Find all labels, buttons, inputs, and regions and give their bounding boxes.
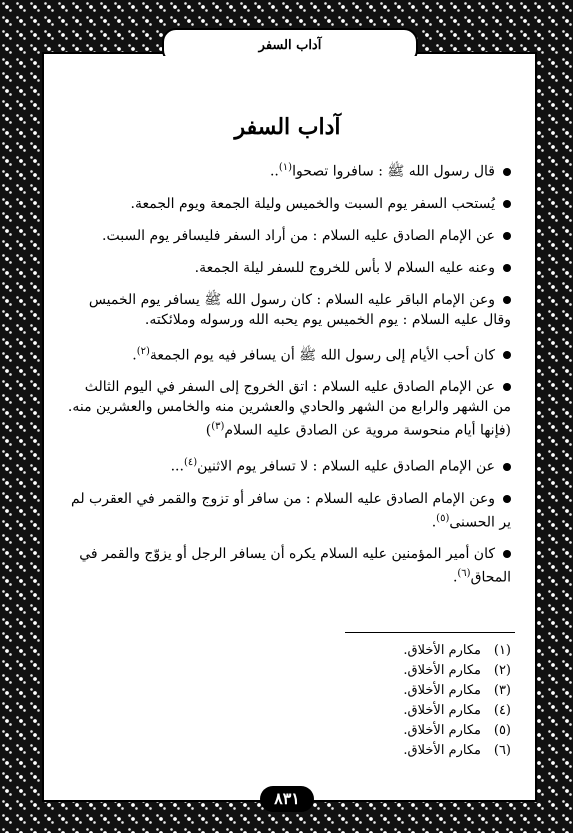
- item-tail: ...: [170, 458, 184, 475]
- footnotes: [403, 641, 511, 761]
- list-item: [66, 158, 511, 182]
- footnote-ref: (٢): [136, 345, 150, 357]
- bullet-icon: [503, 495, 511, 503]
- list-item: [66, 544, 511, 588]
- list-item: [66, 489, 511, 533]
- bullet-icon: [503, 296, 511, 304]
- item-text: عن الإمام الصادق عليه السلام : من أراد السفر فليسافر يوم السبت.: [102, 227, 495, 244]
- bullet-icon: [503, 351, 511, 359]
- item-text: كان أحب الأيام إلى رسول الله ﷺ أن يسافر فيه يوم الجمعة: [149, 347, 495, 364]
- footnote-item: (٣)مكارم الأخلاق.: [403, 683, 511, 698]
- item-text: وعن الإمام الباقر عليه السلام : كان رسول الله ﷺ يسافر يوم الخميس: [88, 291, 495, 308]
- item-text: قال رسول الله ﷺ : سافروا تصحوا: [292, 163, 495, 180]
- bullet-icon: [503, 264, 511, 272]
- item-text-line2: وقال عليه السلام : يوم الخميس يوم يحبه الله ورسوله وملائكته.: [144, 311, 511, 328]
- running-header: آداب السفر: [162, 28, 418, 64]
- list-item: [66, 258, 511, 278]
- footnote-ref: (٦): [457, 568, 471, 580]
- page-number-badge: ٨٣١: [260, 786, 314, 812]
- item-tail: ..: [269, 163, 279, 180]
- list-item: [66, 226, 511, 246]
- footnote-item: (٤)مكارم الأخلاق.: [403, 703, 511, 718]
- list-item: [66, 342, 511, 366]
- footnote-item: (١)مكارم الأخلاق.: [403, 643, 511, 658]
- item-text: كان أمير المؤمنين عليه السلام يكره أن يسافر الرجل أو يزوّج والقمر في: [79, 546, 495, 563]
- bullet-icon: [503, 232, 511, 240]
- footnote-divider: [345, 632, 515, 633]
- bullet-icon: [503, 200, 511, 208]
- footnote-ref: (١): [278, 162, 293, 173]
- footnote-ref: (٣): [211, 421, 225, 433]
- content-list: [66, 158, 511, 600]
- item-text: وعن الإمام الصادق عليه السلام : من سافر أو تزوج والقمر في العقرب لم: [71, 490, 495, 507]
- list-item: [66, 377, 511, 441]
- footnote-item: (٦)مكارم الأخلاق.: [403, 743, 511, 758]
- list-item: [66, 290, 511, 330]
- item-text-line2: ير الحسنى$^{(٥)}$.: [431, 512, 511, 531]
- footnote-item: (٢)مكارم الأخلاق.: [403, 663, 511, 678]
- footnote-item: (٥)مكارم الأخلاق.: [403, 723, 511, 738]
- item-text: وعنه عليه السلام لا بأس للخروج للسفر ليلة الجمعة.: [194, 259, 495, 276]
- bullet-icon: [503, 463, 511, 471]
- item-text: عن الإمام الصادق عليه السلام : اتق الخروج إلى السفر في اليوم الثالث من الشهر والرابع من الشهر والحادي والعشرين منه والخامس والعشرين منه. (فإنها أيام منحوسة مروية عن الصادق عليه السلام: [67, 379, 511, 439]
- item-tail: ): [205, 422, 212, 439]
- item-tail: .: [132, 347, 137, 364]
- bullet-icon: [503, 383, 511, 391]
- footnote-ref: (٥): [436, 512, 450, 524]
- list-item: [66, 194, 511, 214]
- item-text: عن الإمام الصادق عليه السلام : لا تسافر يوم الاثنين: [197, 458, 495, 475]
- list-item: [66, 453, 511, 477]
- item-text: يُستحب السفر يوم السبت والخميس وليلة الجمعة ويوم الجمعة.: [130, 195, 495, 212]
- bullet-icon: [503, 168, 511, 176]
- bullet-icon: [503, 550, 511, 558]
- page-body: [46, 56, 529, 794]
- footnote-ref: (٤): [183, 456, 198, 468]
- page-title: آداب السفر: [234, 114, 341, 140]
- item-text-line2: المحاق$^{(٦)}$.: [452, 568, 511, 586]
